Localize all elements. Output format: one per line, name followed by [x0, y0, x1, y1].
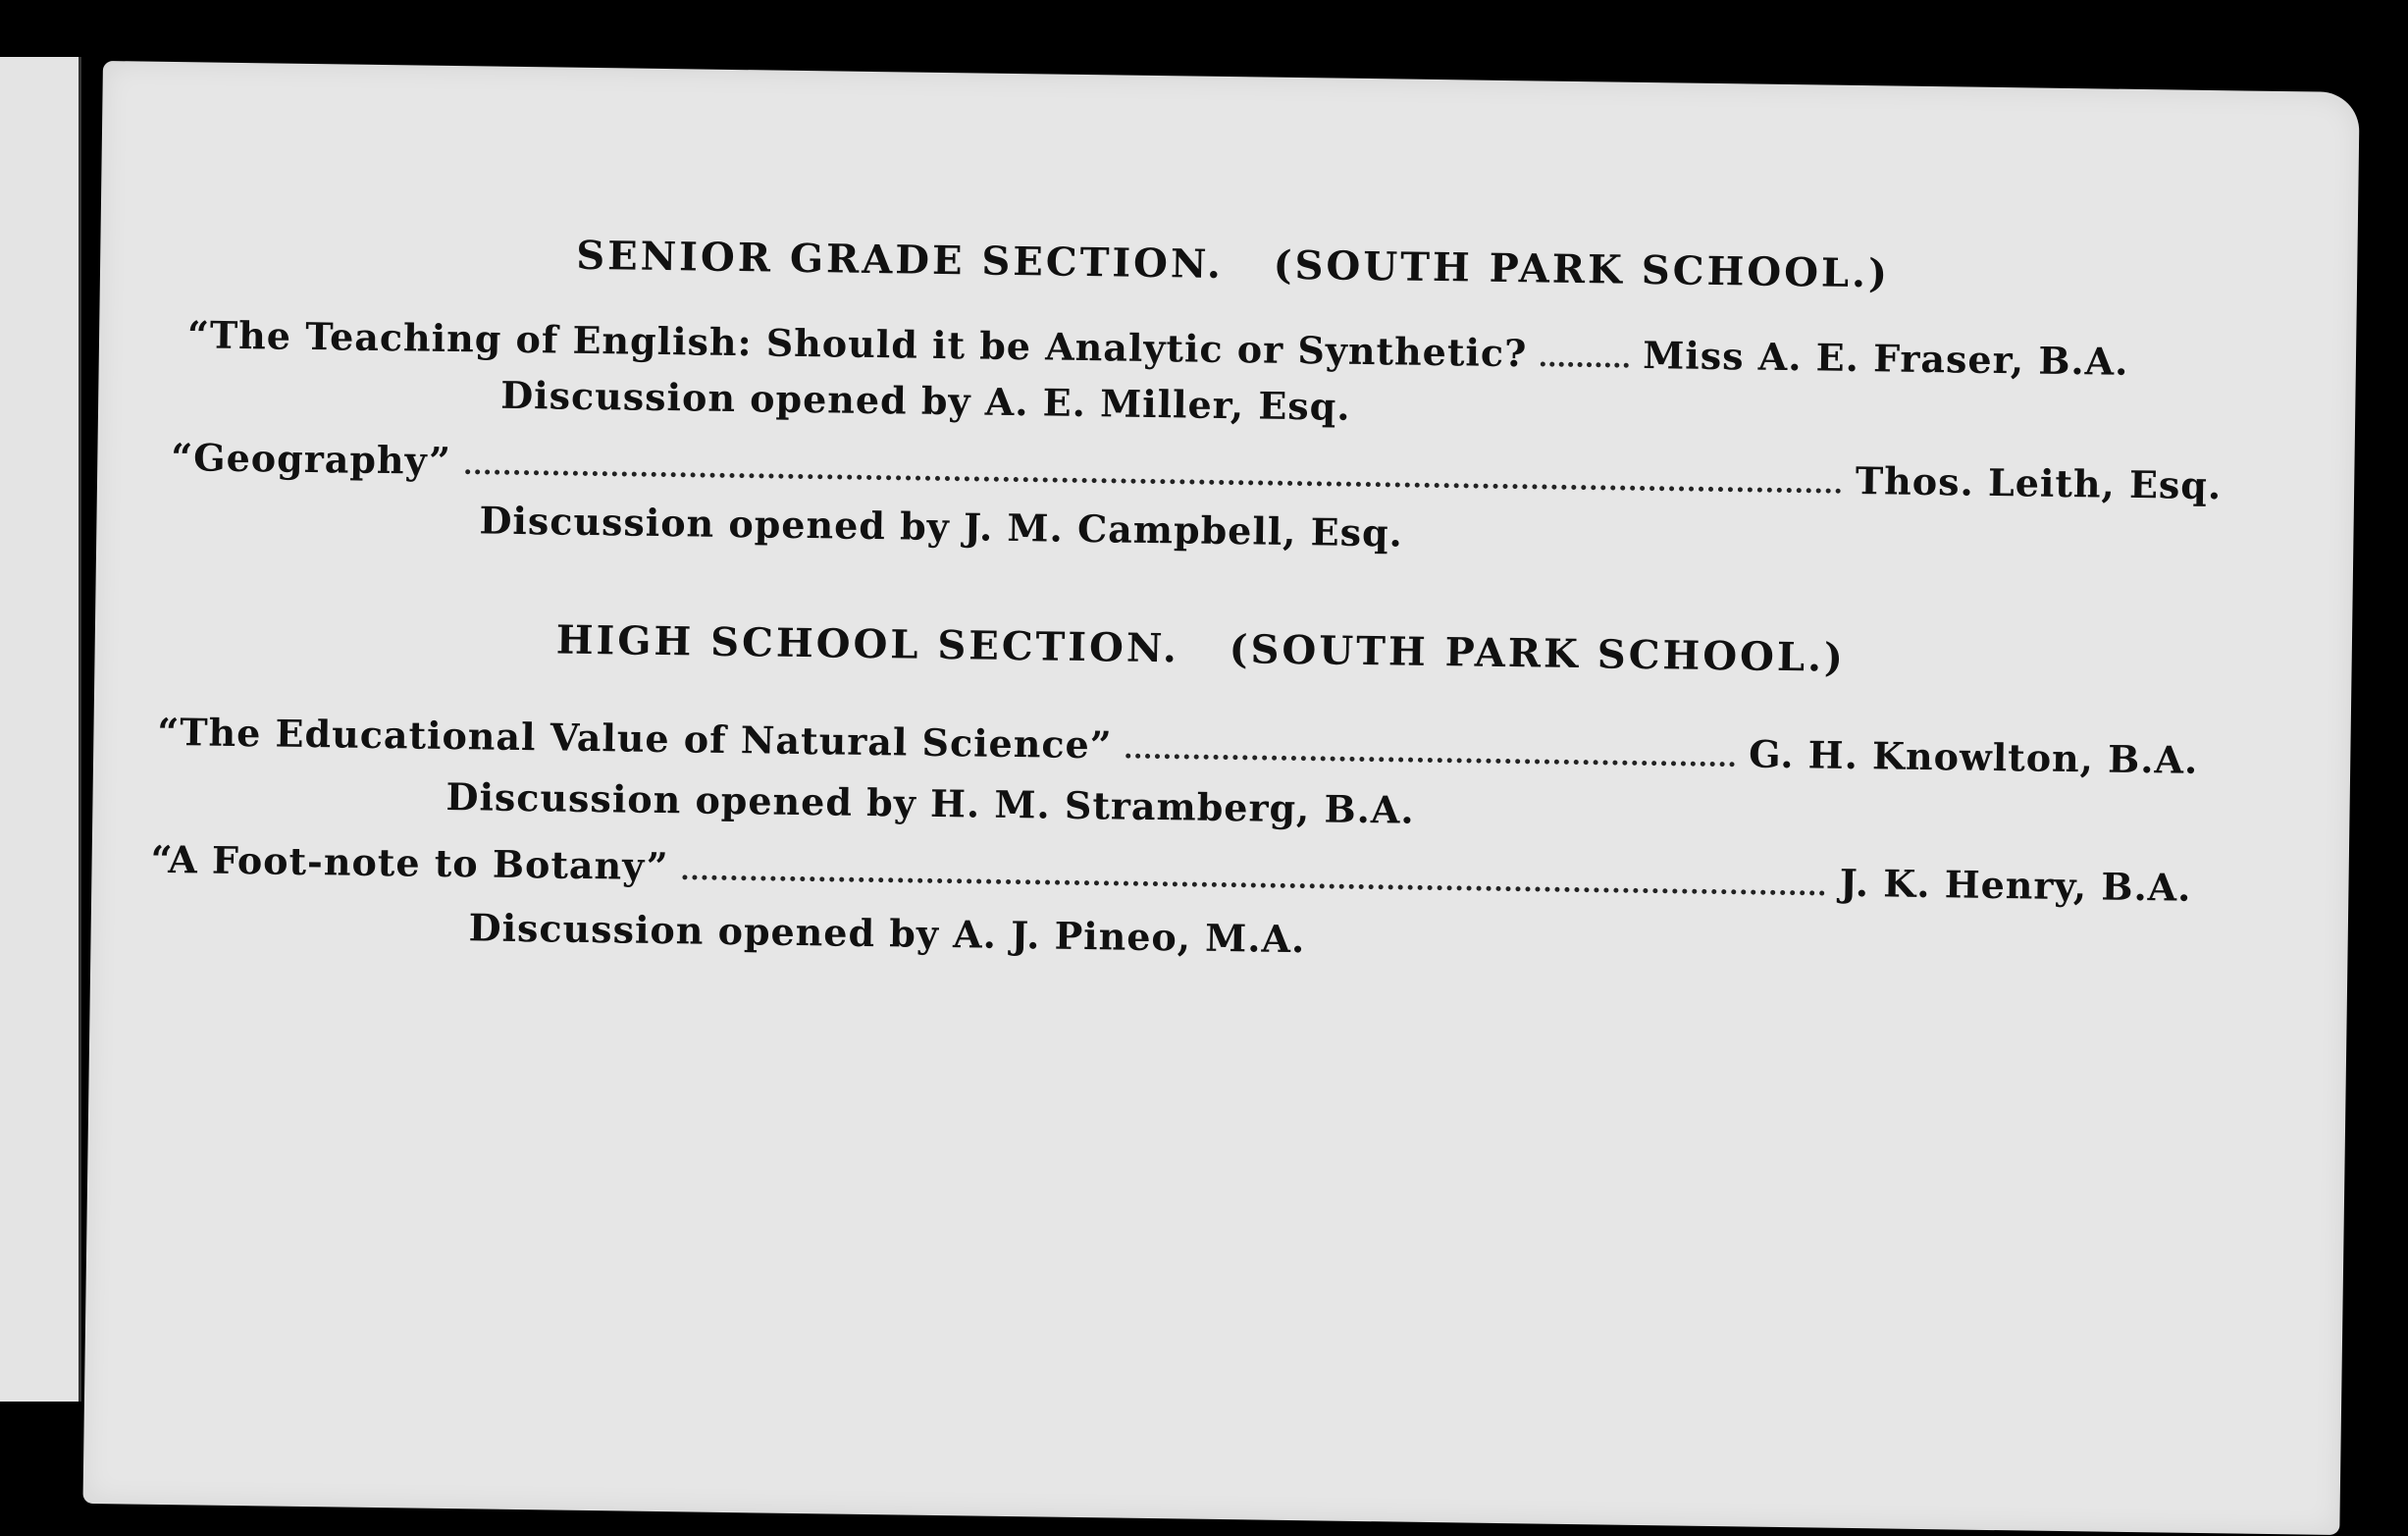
- program-entry: [187, 312, 2228, 390]
- discussion-line: Discussion opened by A. J. Pineo, M.A.: [468, 905, 1306, 962]
- section-location: (SOUTH PARK SCHOOL.): [1273, 241, 1891, 297]
- dot-leader: [465, 469, 1842, 494]
- section-location: (SOUTH PARK SCHOOL.): [1229, 626, 1847, 681]
- speaker-name: Thos. Leith, Esq.: [1855, 457, 2223, 508]
- section-heading-senior: [576, 233, 1890, 297]
- dot-leader: [682, 874, 1825, 895]
- program-page: [82, 61, 2359, 1535]
- speaker-name: J. K. Henry, B.A.: [1839, 860, 2192, 910]
- talk-title: “The Educational Value of Natural Science”: [157, 709, 1113, 768]
- program-entry: [150, 837, 2191, 915]
- section-heading-high-school: [555, 617, 1846, 681]
- program-entry: [171, 435, 2222, 512]
- section-title: SENIOR GRADE SECTION.: [575, 232, 1225, 288]
- section-title: HIGH SCHOOL SECTION.: [555, 616, 1180, 672]
- dot-leader: [1541, 361, 1629, 367]
- dot-leader: [1125, 754, 1735, 768]
- talk-title: “The Teaching of English: Should it be Analytic or Synthetic?: [186, 312, 1528, 376]
- speaker-name: Miss A. E. Fraser, B.A.: [1642, 332, 2129, 384]
- speaker-name: G. H. Knowlton, B.A.: [1748, 731, 2199, 782]
- discussion-line: Discussion opened by H. M. Stramberg, B.A.: [445, 773, 1415, 832]
- facing-page-edge: [0, 57, 81, 1402]
- discussion-line: Discussion opened by J. M. Campbell, Esq.: [479, 498, 1404, 556]
- talk-title: “A Foot-note to Botany”: [150, 836, 669, 889]
- talk-title: “Geography”: [171, 435, 452, 483]
- discussion-line: Discussion opened by A. E. Miller, Esq.: [499, 372, 1351, 429]
